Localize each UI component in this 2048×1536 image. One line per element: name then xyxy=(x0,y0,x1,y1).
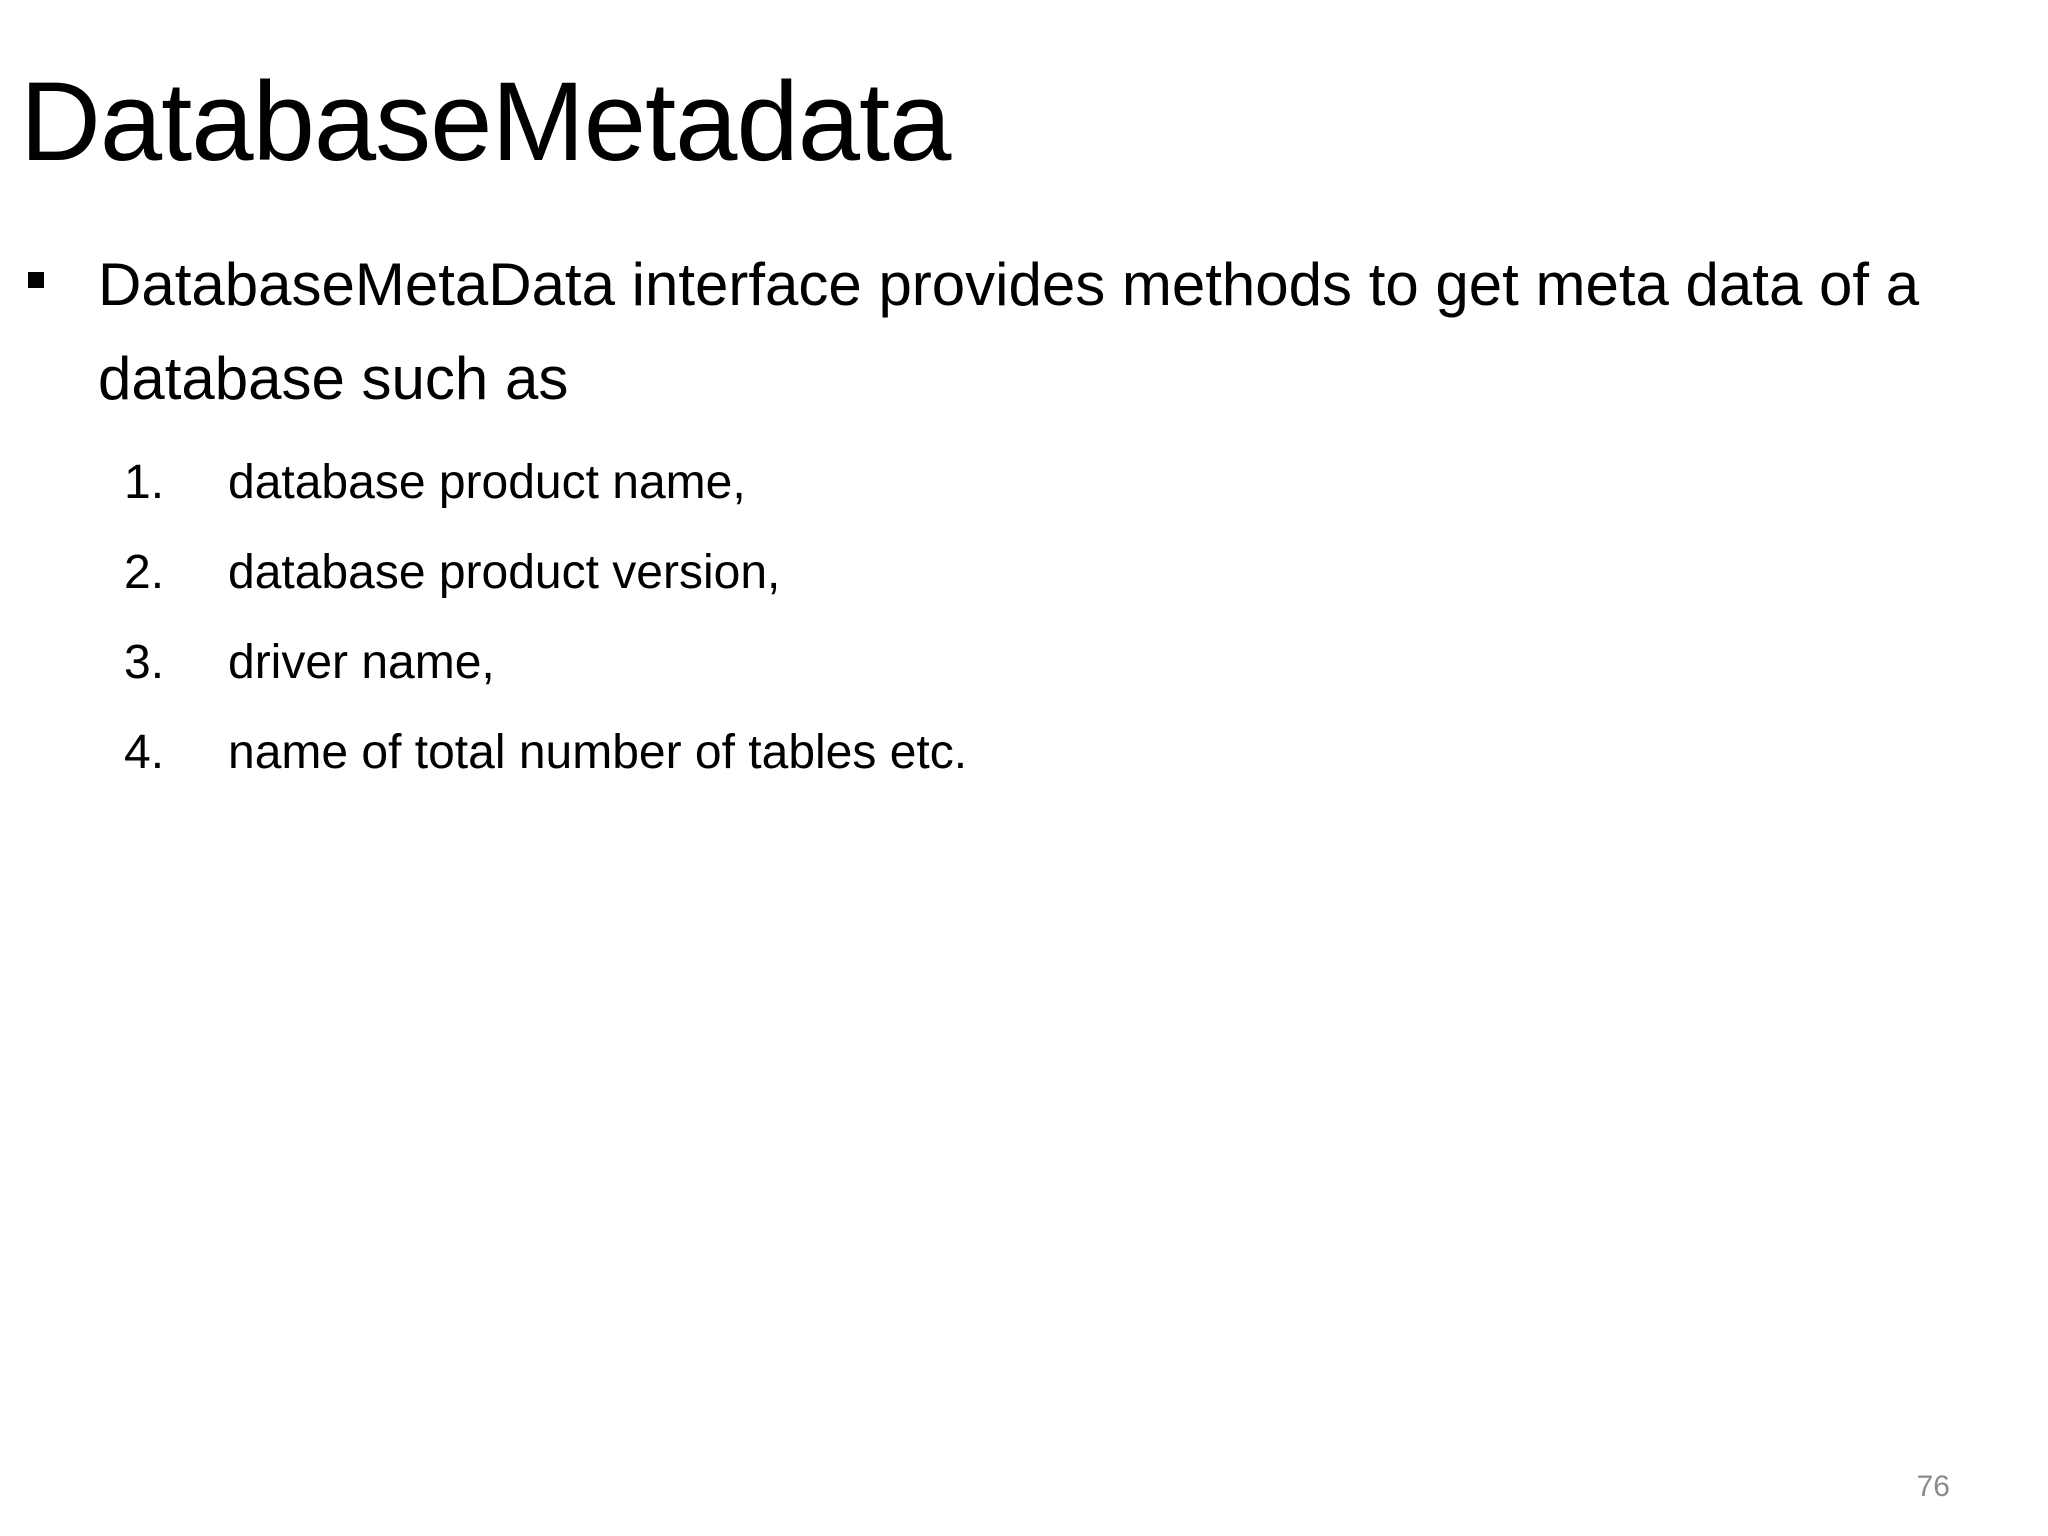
list-item-text: name of total number of tables etc. xyxy=(228,726,968,779)
list-item-number: 3. xyxy=(124,636,165,689)
list-item-text: database product name, xyxy=(228,456,746,509)
list-item-number: 4. xyxy=(124,726,165,779)
list-item xyxy=(0,718,1600,808)
list-item-number: 2. xyxy=(124,546,165,599)
list-item-number: 1. xyxy=(124,456,165,509)
numbered-list xyxy=(0,448,1600,808)
slide-title: DatabaseMetadata xyxy=(20,59,951,184)
square-bullet-icon xyxy=(28,272,44,288)
bullet-text: DatabaseMetaData interface provides methods to get meta data of a database such as xyxy=(98,251,1920,412)
list-item-text: database product version, xyxy=(228,546,781,599)
list-item xyxy=(0,538,1600,628)
page-number: 76 xyxy=(1916,1470,1950,1503)
list-item-text: driver name, xyxy=(228,636,495,689)
list-item xyxy=(0,628,1600,718)
list-item xyxy=(0,448,1600,538)
